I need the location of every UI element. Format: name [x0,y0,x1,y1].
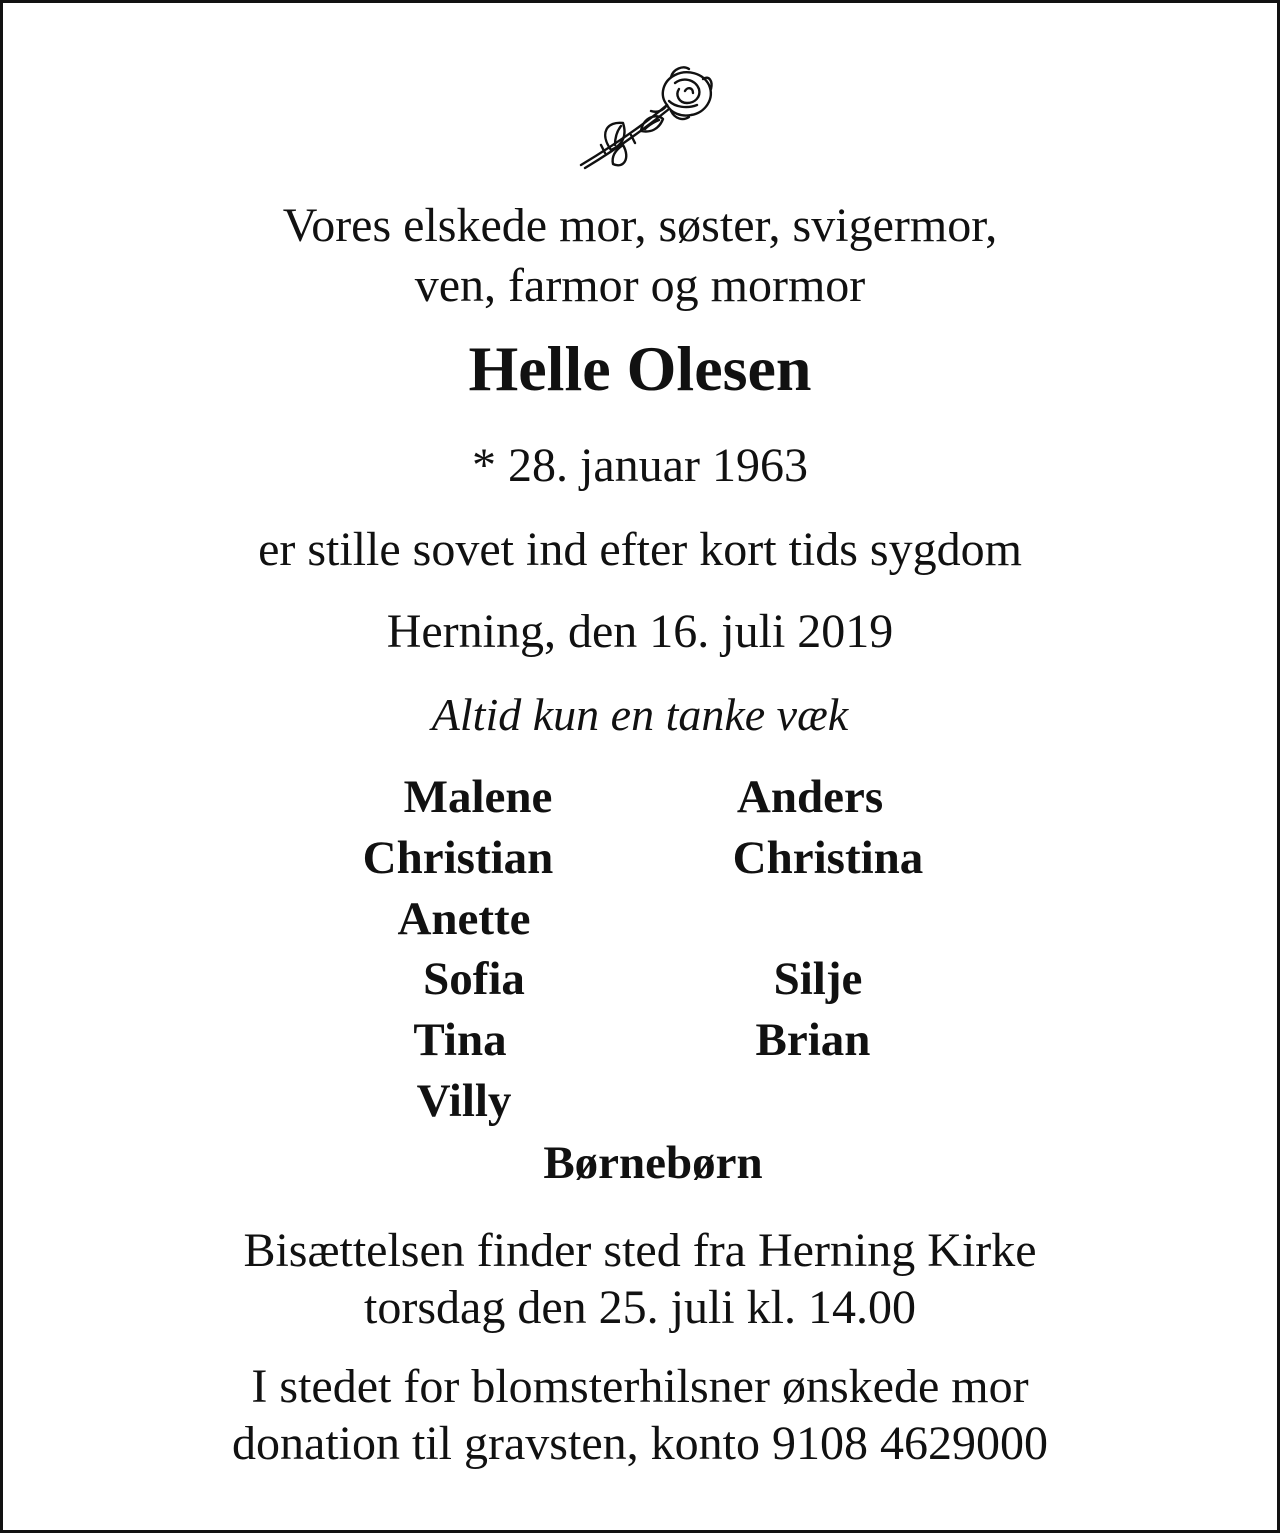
donation-line-1: I stedet for blomsterhilsner ønskede mor [251,1360,1029,1413]
family-name-left: Malene [403,771,553,823]
family-name-right: Anders [736,771,884,823]
memorial-quote: Altid kun en tanke væk [431,689,849,740]
family-name-right: Silje [773,953,863,1005]
family-name-left: Christian [362,832,554,884]
rose-icon [571,61,721,176]
intro-line-2: ven, farmor og mormor [414,259,866,312]
place-date: Herning, den 16. juli 2019 [386,605,894,658]
funeral-line-1: Bisættelsen finder sted fra Herning Kirke [243,1224,1037,1277]
family-name-left: Villy [416,1075,512,1127]
family-name-left: Anette [397,893,531,945]
deceased-name: Helle Olesen [468,333,812,404]
family-name-left: Tina [413,1014,507,1066]
passing-message: er stille sovet ind efter kort tids sygdom [258,523,1022,576]
grandchildren-label: Børnebørn [543,1137,763,1189]
family-name-right: Brian [755,1014,871,1066]
funeral-line-2: torsdag den 25. juli kl. 14.00 [364,1281,916,1334]
donation-line-2: donation til gravsten, konto 9108 4629000 [232,1417,1048,1470]
birth-date: * 28. januar 1963 [472,439,808,492]
family-name-right: Christina [732,832,924,884]
family-name-left: Sofia [423,953,525,1005]
intro-line-1: Vores elskede mor, søster, svigermor, [282,199,998,252]
